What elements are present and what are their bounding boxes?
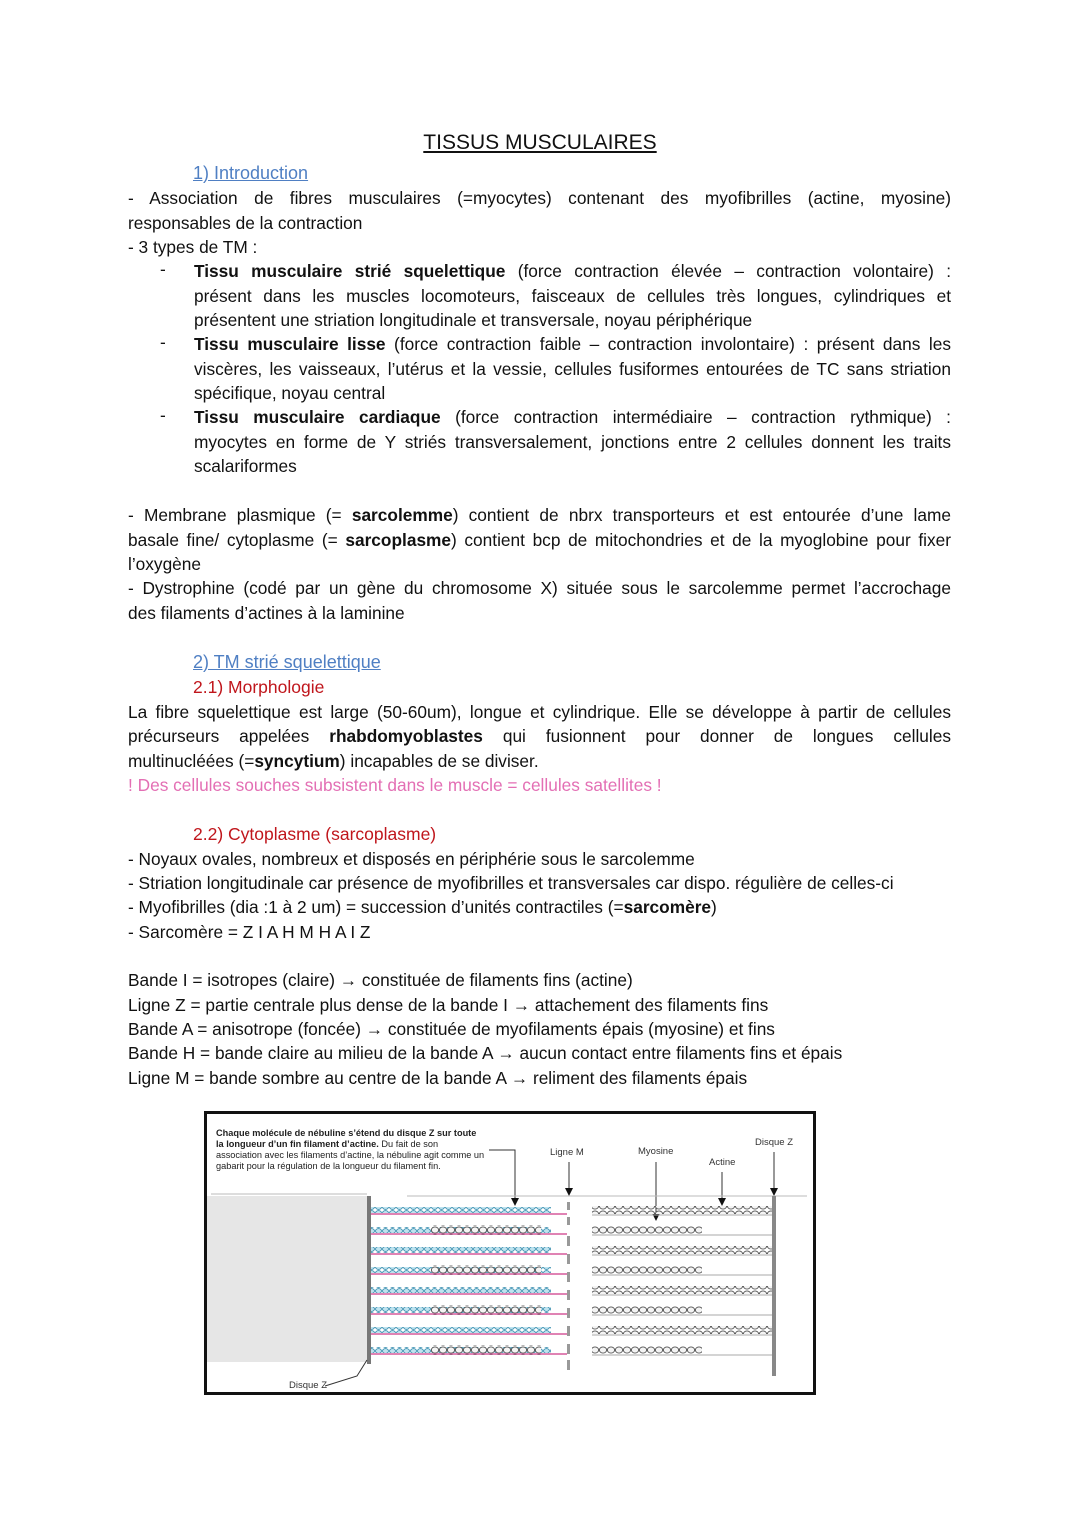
- type-2-line-2: viscères, les vaisseaux, l’utérus et la vessie, cellules fusiformes entourées de TC sans striation: [194, 359, 951, 379]
- membrane-line-2: [128, 528, 951, 552]
- arrow-head: [718, 1198, 726, 1206]
- cyto-line-3: [128, 895, 717, 919]
- intro-line-1: - Association de fibres musculaires (=myocytes) contenant des myofibrilles (actine, myosine): [128, 188, 951, 208]
- myosin-filament-right: [592, 1326, 772, 1334]
- z-disc-left: [367, 1196, 371, 1364]
- dystrophine-line-1: - Dystrophine (codé par un gène du chromosome X) située sous le sarcolemme permet l’accrochage: [128, 578, 951, 598]
- morpho-text-2a: précurseurs appelées: [128, 726, 330, 746]
- myosin-filament-left: [431, 1265, 541, 1275]
- myosin-filament-left: [431, 1225, 541, 1235]
- band-line-a: Bande A = anisotrope (foncée) → constituée de myofilaments épais (myosine) et fins: [128, 1019, 775, 1039]
- m-line: [567, 1202, 570, 1370]
- page-title: TISSUS MUSCULAIRES: [423, 131, 657, 154]
- intro-types-count: - 3 types de TM :: [128, 237, 258, 257]
- actin-filament-left: [371, 1327, 551, 1333]
- membrane-text-c: ) contient de nbrx transporteurs et est entourée d’une lame: [452, 505, 951, 525]
- type-1-line-1: [194, 259, 951, 283]
- term-sarcomere: sarcomère: [623, 897, 712, 917]
- label-myosine: Myosine: [638, 1146, 674, 1157]
- type-3-line-3: scalariformes: [194, 456, 297, 476]
- myosin-filament-left: [431, 1305, 541, 1315]
- label-ligne-m: Ligne M: [550, 1147, 584, 1158]
- myosin-filament-right: [592, 1286, 772, 1294]
- myosin-filament-right: [592, 1266, 702, 1274]
- type-2-line-1: [194, 332, 951, 356]
- myosin-filament-right: [592, 1346, 702, 1354]
- section-heading-tm-strie: 2) TM strié squelettique: [193, 652, 381, 672]
- subheading-morphologie: 2.1) Morphologie: [193, 677, 325, 697]
- arrow-head: [770, 1188, 778, 1196]
- myosin-filament-right: [592, 1246, 772, 1254]
- myosin-filament-right: [592, 1226, 702, 1234]
- titin-panel: [207, 1196, 367, 1362]
- type-2-desc: (force contraction faible – contraction involontaire) : présent dans les: [385, 334, 951, 354]
- type-3-line-2: myocytes en forme de Y striés transversalement, jonctions entre 2 cellules donnent les traits: [194, 432, 951, 452]
- bullet-dash: -: [160, 405, 166, 425]
- cyto-line-2: - Striation longitudinale car présence de myofibrilles et transversales car dispo. régulière de celles-ci: [128, 873, 894, 893]
- arrow-head: [511, 1198, 519, 1206]
- actin-filament-left: [371, 1207, 551, 1213]
- label-actine: Actine: [709, 1157, 736, 1168]
- cyto-line-1: - Noyaux ovales, nombreux et disposés en périphérie sous le sarcolemme: [128, 849, 695, 869]
- cyto-line-4: - Sarcomère = Z I A H M H A I Z: [128, 922, 371, 942]
- morpho-line-2: [128, 724, 951, 748]
- band-line-i: Bande I = isotropes (claire) → constituée de filaments fins (actine): [128, 970, 633, 990]
- type-1-desc: (force contraction élevée – contraction volontaire) :: [505, 261, 951, 281]
- band-line-z: Ligne Z = partie centrale plus dense de la bande I → attachement des filaments fins: [128, 995, 769, 1015]
- type-2-name: Tissu musculaire lisse: [194, 334, 386, 354]
- subheading-cytoplasme: 2.2) Cytoplasme (sarcoplasme): [193, 824, 437, 844]
- bullet-dash: -: [160, 259, 166, 279]
- section-heading-introduction: 1) Introduction: [193, 163, 309, 183]
- myosin-filament-left: [431, 1345, 541, 1355]
- type-3-name: Tissu musculaire cardiaque: [194, 407, 441, 427]
- type-1-line-3: présentent une striation longitudinale et transversale, noyau périphérique: [194, 310, 753, 330]
- cyto-text-3a: - Myofibrilles (dia :1 à 2 um) = succession d’unités contractiles (=: [128, 897, 624, 917]
- myosin-filament-right: [592, 1206, 772, 1214]
- morpho-line-1: La fibre squelettique est large (50-60um), longue et cylindrique. Elle se développe à partir de cellules: [128, 702, 951, 722]
- intro-line-2: responsables de la contraction: [128, 213, 363, 233]
- morpho-text-3a: multinucléées (=: [128, 751, 255, 771]
- label-disque-z-top: Disque Z: [755, 1137, 794, 1148]
- dystrophine-line-2: des filaments d’actines à la laminine: [128, 603, 405, 623]
- type-1-line-2: présent dans les muscles locomoteurs, faisceaux de cellules très longues, cylindriques et: [194, 286, 951, 306]
- membrane-line-1: [128, 503, 951, 527]
- morpho-line-3: [128, 749, 539, 773]
- type-1-name: Tissu musculaire strié squelettique: [194, 261, 506, 281]
- nebuline-caption-bold: Chaque molécule de nébuline s’étend du disque Z sur toute la longueur d’un fin filament d’actine.: [216, 1128, 477, 1149]
- morpho-text-3c: ) incapables de se diviser.: [339, 751, 539, 771]
- type-3-desc: (force contraction intermédiaire – contraction rythmique) :: [440, 407, 951, 427]
- sarcomere-diagram: [207, 1114, 813, 1392]
- membrane-line-3: l’oxygène: [128, 554, 202, 574]
- myosin-filament-right: [592, 1306, 702, 1314]
- type-3-line-1: [194, 405, 951, 429]
- term-sarcoplasme: sarcoplasme: [345, 530, 452, 550]
- actin-filament-left: [371, 1247, 551, 1253]
- arrow-head: [565, 1188, 573, 1196]
- cyto-text-3c: ): [711, 897, 717, 917]
- morpho-text-2c: qui fusionnent pour donner de longues cellules: [482, 726, 951, 746]
- label-disque-z-bottom: Disque Z: [289, 1380, 328, 1391]
- term-rhabdomyoblastes: rhabdomyoblastes: [329, 726, 483, 746]
- satellite-cells-note: ! Des cellules souches subsistent dans le muscle = cellules satellites !: [128, 775, 662, 795]
- band-line-m: Ligne M = bande sombre au centre de la bande A → reliment des filaments épais: [128, 1068, 748, 1088]
- sarcomere-figure: [204, 1111, 816, 1395]
- bullet-dash: -: [160, 332, 166, 352]
- nebuline-caption-text: Du fait de son association avec les filaments d’actine, la nébuline agit comme un gabarit pour la régulation de la longueur du filament fin.: [216, 1139, 485, 1171]
- membrane-text-2a: basale fine/ cytoplasme (=: [128, 530, 346, 550]
- actin-filament-left: [371, 1287, 551, 1293]
- band-line-h: Bande H = bande claire au milieu de la bande A → aucun contact entre filaments fins et épais: [128, 1043, 843, 1063]
- type-2-line-3: spécifique, noyau central: [194, 383, 386, 403]
- membrane-text-a: - Membrane plasmique (=: [128, 505, 352, 525]
- z-disc-right: [772, 1196, 776, 1376]
- term-syncytium: syncytium: [254, 751, 340, 771]
- arrow-head: [652, 1213, 660, 1221]
- term-sarcolemme: sarcolemme: [351, 505, 453, 525]
- membrane-text-2c: ) contient bcp de mitochondries et de la myoglobine pour fixer: [451, 530, 951, 550]
- leader-line: [325, 1360, 367, 1386]
